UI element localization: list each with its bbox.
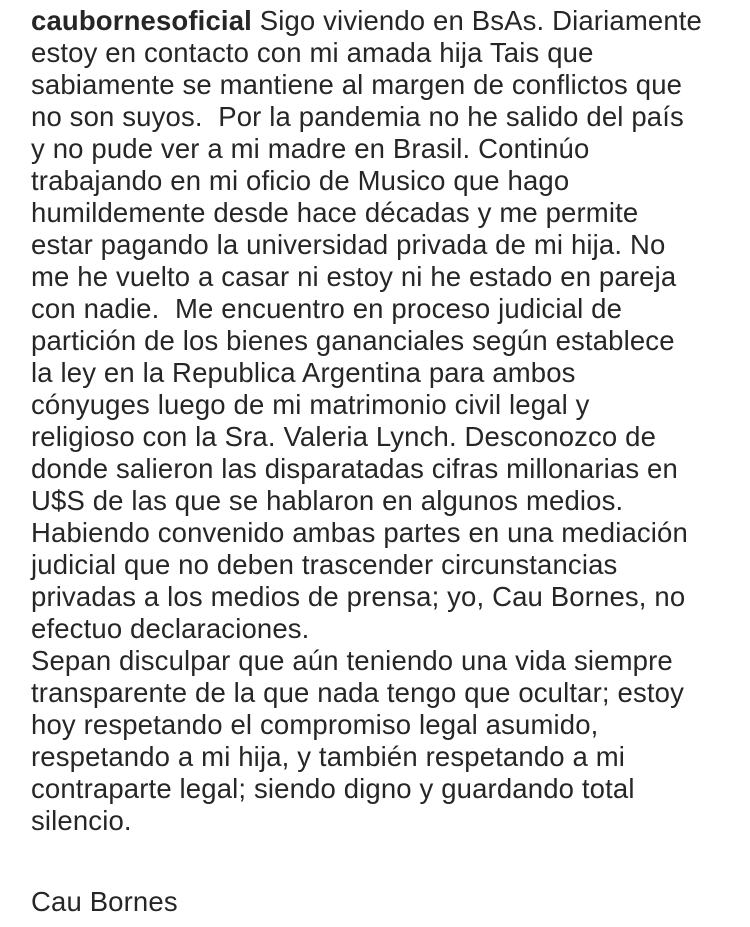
caption-line: no son suyos. Por la pandemia no he salido del país bbox=[31, 101, 684, 132]
caption-line: cónyuges luego de mi matrimonio civil legal y bbox=[31, 389, 590, 420]
caption-line: privadas a los medios de prensa; yo, Cau Bornes, no bbox=[31, 581, 686, 612]
caption-line: contraparte legal; siendo digno y guardando total bbox=[31, 773, 635, 804]
caption-line: estar pagando la universidad privada de mi hija. No bbox=[31, 229, 666, 260]
caption-line: con nadie. Me encuentro en proceso judicial de bbox=[31, 293, 623, 324]
caption-line: respetando a mi hija, y también respetando a mi bbox=[31, 741, 626, 772]
caption-line: donde salieron las disparatadas cifras millonarias en bbox=[31, 453, 678, 484]
caption-line: y no pude ver a mi madre en Brasil. Continúo bbox=[31, 133, 590, 164]
caption-line: humildemente desde hace décadas y me permite bbox=[31, 197, 639, 228]
caption-line: la ley en la Republica Argentina para ambos bbox=[31, 357, 576, 388]
caption-line: silencio. bbox=[31, 805, 132, 836]
caption-signature: Cau Bornes bbox=[31, 886, 178, 917]
caption-line: Habiendo convenido ambas partes en una mediación bbox=[31, 517, 688, 548]
caption-line: judicial que no deben trascender circunstancias bbox=[31, 549, 618, 580]
caption-line: religioso con la Sra. Valeria Lynch. Desconozco de bbox=[31, 421, 657, 452]
caption-line: Sepan disculpar que aún teniendo una vida siempre bbox=[31, 645, 673, 676]
caption-line: U$S de las que se hablaron en algunos medios. bbox=[31, 485, 624, 516]
caption-line: trabajando en mi oficio de Musico que hago bbox=[31, 165, 570, 196]
caption-line: efectuo declaraciones. bbox=[31, 613, 310, 644]
caption-line: transparente de la que nada tengo que ocultar; estoy bbox=[31, 677, 684, 708]
post-caption bbox=[31, 5, 731, 837]
caption-line: hoy respetando el compromiso legal asumido, bbox=[31, 709, 599, 740]
caption-text: Sigo viviendo en BsAs. Diariamente bbox=[251, 5, 702, 36]
caption-line: sabiamente se mantiene al margen de conflictos que bbox=[31, 69, 683, 100]
caption-line: me he vuelto a casar ni estoy ni he estado en pareja bbox=[31, 261, 677, 292]
username-link[interactable]: caubornesoficial bbox=[31, 5, 252, 36]
caption-line: partición de los bienes gananciales según establece bbox=[31, 325, 675, 356]
caption-line-1 bbox=[31, 5, 731, 37]
caption-line: estoy en contacto con mi amada hija Tais que bbox=[31, 37, 594, 68]
